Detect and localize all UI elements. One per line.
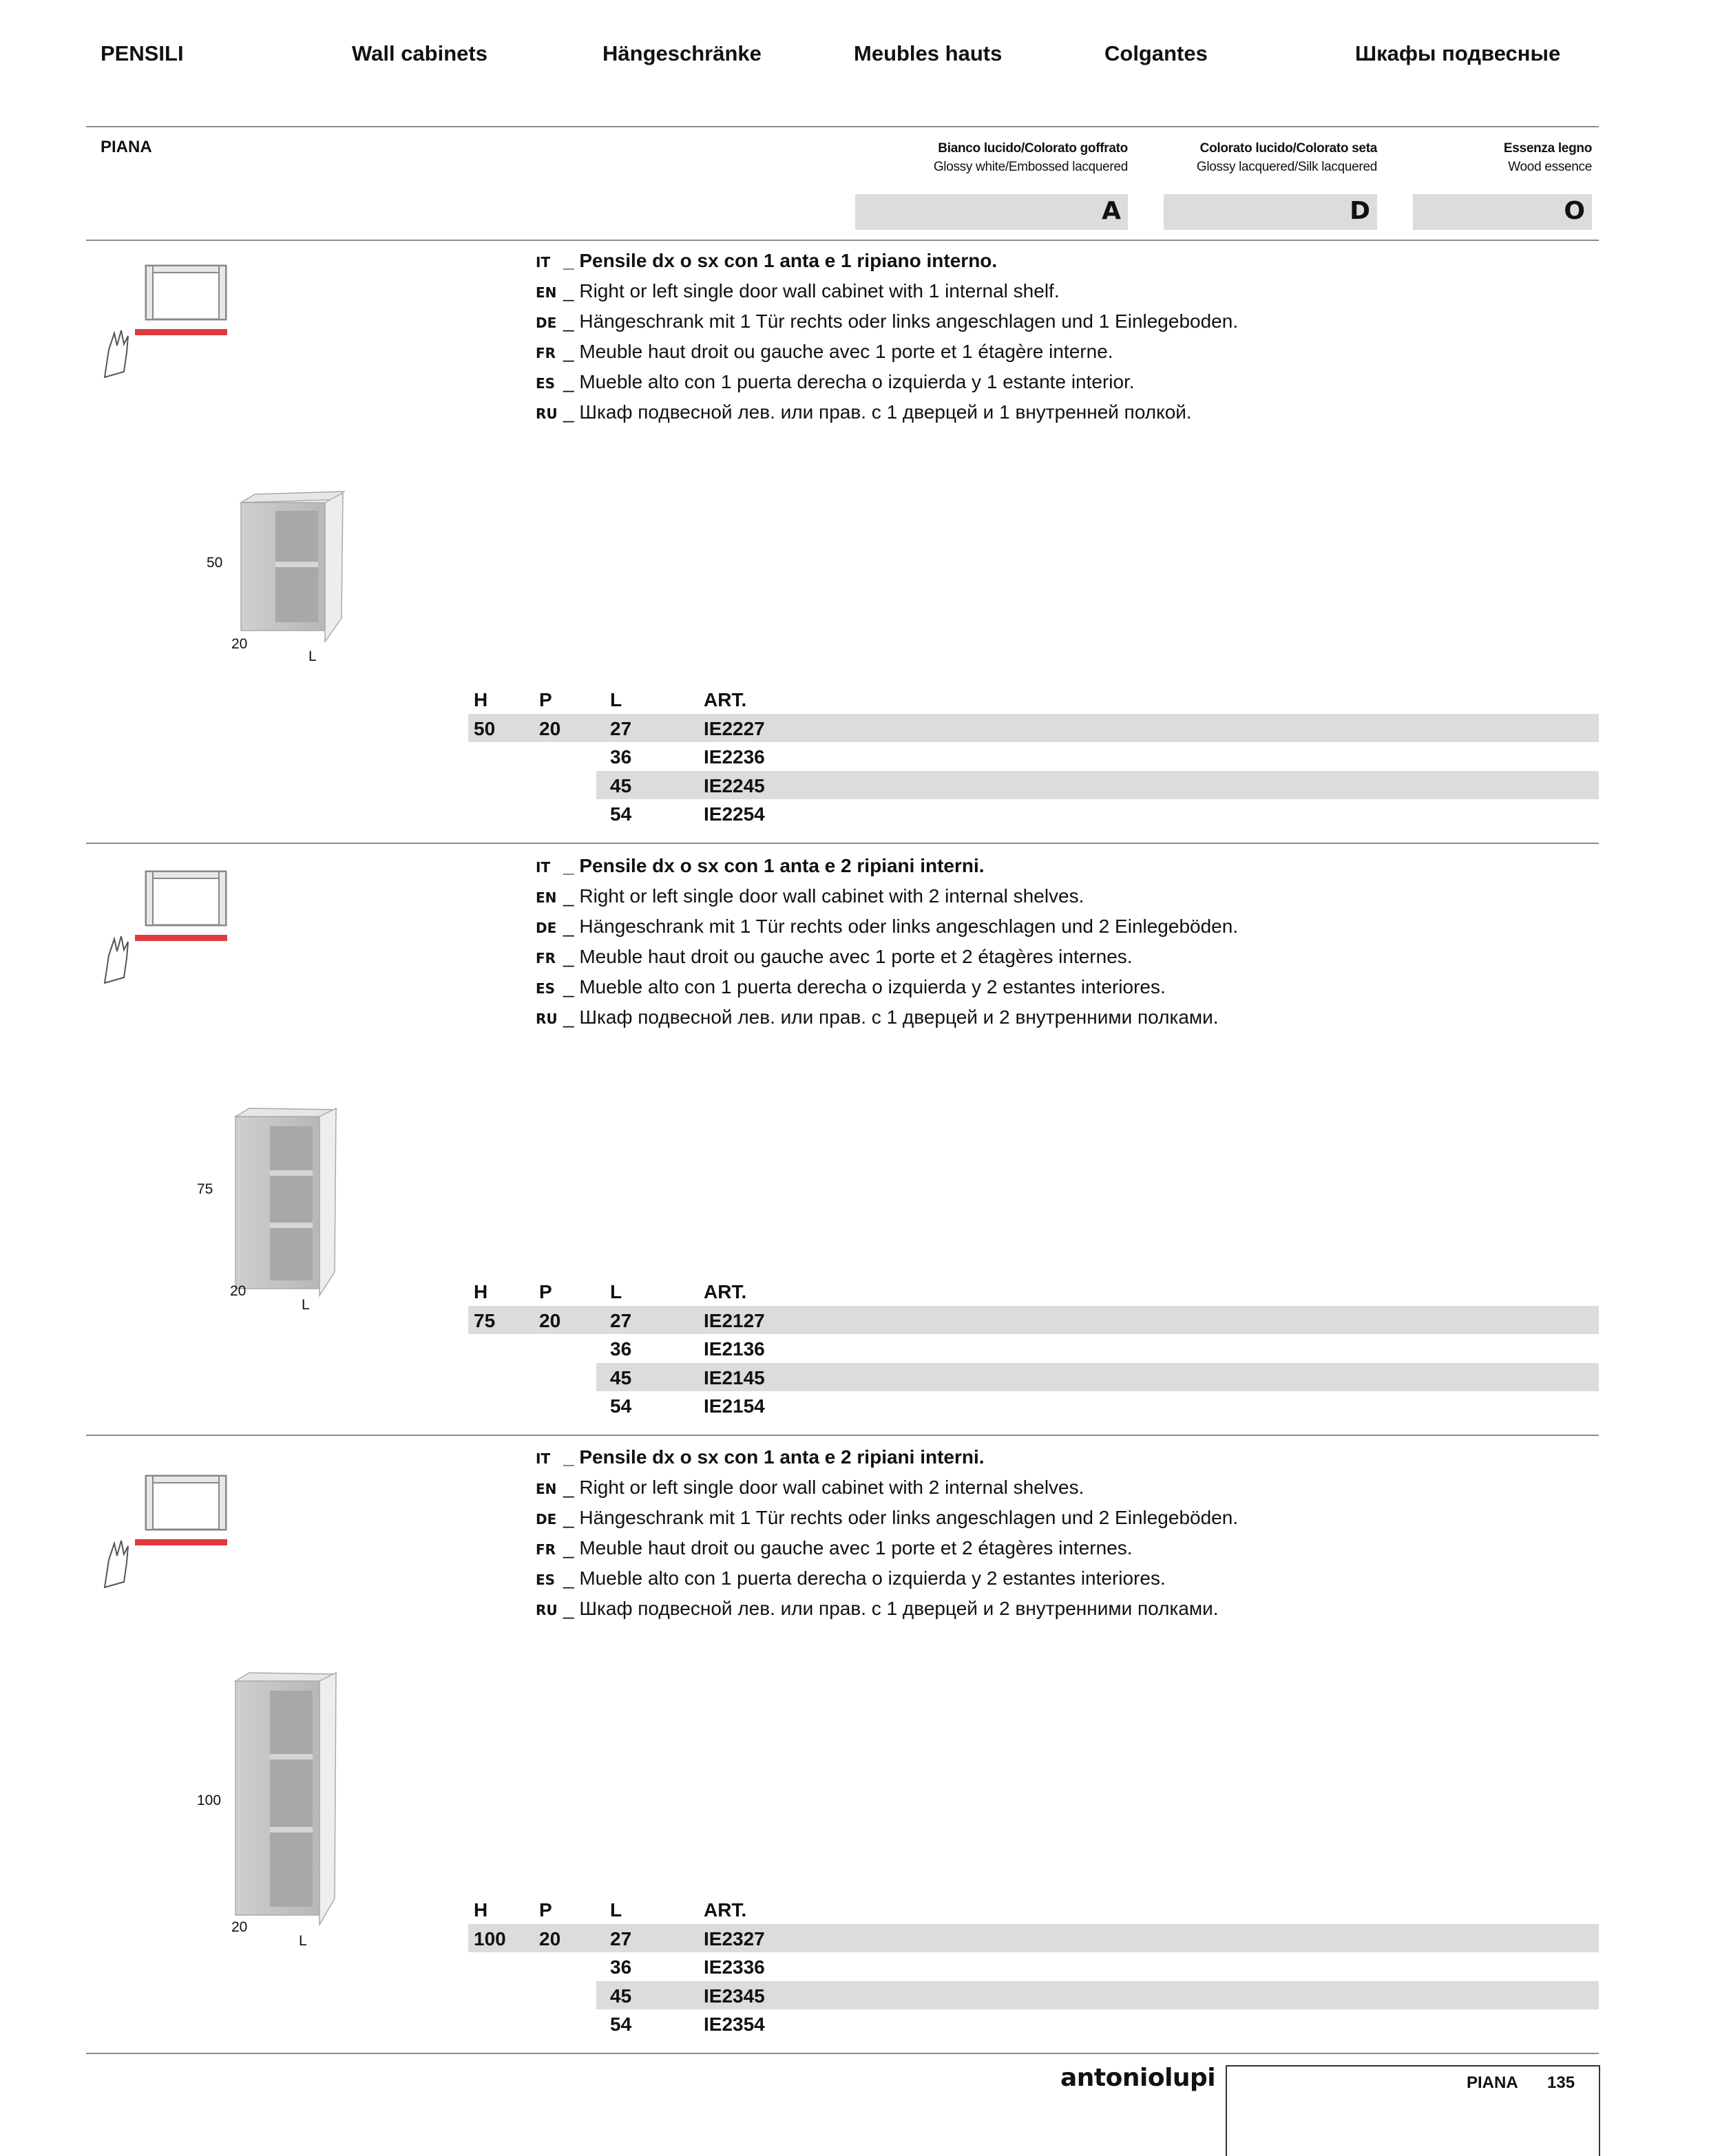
cell-h: 100: [474, 1927, 506, 1949]
cell-l: 45: [610, 1985, 632, 2007]
col-header-h: H: [474, 1281, 488, 1302]
header-title-es: Colgantes: [1104, 41, 1208, 65]
cell-l: 36: [610, 746, 632, 768]
lang-code: FR: [536, 1541, 556, 1558]
description-text: _ Meuble haut droit ou gauche avec 1 porte et 2 étagères internes.: [563, 946, 1133, 967]
product-table: [468, 1277, 1599, 1420]
finish-a-name: Bianco lucido/Colorato goffrato: [938, 141, 1128, 156]
page-number: 135: [1547, 2073, 1575, 2092]
description-text: _ Right or left single door wall cabinet with 2 internal shelves.: [563, 885, 1084, 907]
cabinet-render-image: [234, 482, 351, 654]
table-row: [468, 714, 1599, 743]
col-header-art: ART.: [704, 689, 747, 710]
cell-art: IE2154: [704, 1395, 765, 1417]
lang-code: RU: [536, 1011, 558, 1027]
wall-mount-diagram-icon: [96, 860, 275, 998]
col-header-art: ART.: [704, 1899, 747, 1921]
finish-d-name: Colorato lucido/Colorato seta: [1199, 141, 1377, 156]
description-text: _ Meuble haut droit ou gauche avec 1 porte et 1 étagère interne.: [563, 341, 1113, 362]
col-header-p: P: [539, 1899, 552, 1921]
cell-art: IE2327: [704, 1927, 765, 1949]
product-table: [468, 685, 1599, 828]
cell-art: IE2236: [704, 746, 765, 768]
col-header-l: L: [610, 1281, 622, 1302]
footer-box: [1226, 2065, 1600, 2156]
col-header-p: P: [539, 689, 552, 710]
col-header-l: L: [610, 689, 622, 710]
description-text: _ Шкаф подвесной лев. или прав. с 1 дверцей и 1 внутренней полкой.: [563, 401, 1192, 423]
finish-o-code: O: [1564, 197, 1585, 225]
wall-mount-diagram-icon: [96, 1465, 275, 1603]
lang-code: RU: [536, 1602, 558, 1618]
cell-p: 20: [539, 1309, 561, 1331]
table-row: [468, 2009, 1599, 2038]
table-header-row: [468, 685, 1599, 714]
finish-d-code: D: [1350, 197, 1370, 225]
cell-h: 75: [474, 1309, 496, 1331]
finish-d-sub: Glossy lacquered/Silk lacquered: [1196, 160, 1377, 174]
table-row: [468, 742, 1599, 771]
dimension-width: L: [299, 1933, 307, 1949]
table-row: [468, 1981, 1599, 2010]
table-row: [468, 1363, 1599, 1392]
description-text: _ Шкаф подвесной лев. или прав. с 1 дверцей и 2 внутренними полками.: [563, 1006, 1219, 1028]
finish-a-bar: [855, 194, 1128, 230]
product-description: [536, 852, 1238, 1033]
cell-h: 50: [474, 717, 496, 739]
cell-l: 27: [610, 717, 632, 739]
finish-d-bar: [1164, 194, 1377, 230]
cell-l: 45: [610, 774, 632, 796]
lang-code: EN: [536, 889, 557, 906]
brand-logo: antoniolupi: [1060, 2064, 1216, 2092]
col-header-l: L: [610, 1899, 622, 1921]
cell-art: IE2345: [704, 1985, 765, 2007]
footer-section-label: PIANA: [1467, 2073, 1518, 2092]
cell-art: IE2336: [704, 1956, 765, 1978]
description-text: _ Right or left single door wall cabinet with 1 internal shelf.: [563, 280, 1060, 302]
lang-code: ES: [536, 1572, 556, 1588]
cell-l: 54: [610, 803, 632, 825]
dimension-depth: 20: [230, 1283, 247, 1299]
header-title-ru: Шкафы подвесные: [1355, 41, 1561, 65]
header-title-en: Wall cabinets: [352, 41, 487, 65]
table-row: [468, 1391, 1599, 1420]
product-divider: [86, 843, 1599, 844]
cabinet-render-image: [227, 1666, 344, 1934]
lang-code: DE: [536, 920, 557, 936]
description-text: _ Hängeschrank mit 1 Tür rechts oder links angeschlagen und 1 Einlegeboden.: [563, 310, 1239, 332]
section-label: PIANA: [101, 138, 152, 156]
section-divider: [86, 240, 1599, 241]
header-divider: [86, 126, 1599, 127]
dimension-width: L: [308, 648, 317, 664]
description-text: _ Hängeschrank mit 1 Tür rechts oder links angeschlagen und 2 Einlegeböden.: [563, 1507, 1239, 1528]
cell-p: 20: [539, 1927, 561, 1949]
finish-o-sub: Wood essence: [1508, 160, 1592, 174]
lang-code: DE: [536, 315, 557, 331]
cell-art: IE2254: [704, 803, 765, 825]
dimension-depth: 20: [231, 636, 248, 652]
lang-code: DE: [536, 1511, 557, 1528]
product-description: [536, 1443, 1238, 1625]
lang-code: EN: [536, 284, 557, 301]
cell-art: IE2354: [704, 2014, 765, 2035]
cell-l: 54: [610, 2014, 632, 2035]
finish-a-code: A: [1102, 197, 1121, 225]
dimension-height: 50: [207, 555, 223, 571]
header-title-fr: Meubles hauts: [854, 41, 1003, 65]
finish-a-sub: Glossy white/Embossed lacquered: [933, 160, 1128, 174]
dimension-depth: 20: [231, 1919, 248, 1935]
cell-art: IE2245: [704, 774, 765, 796]
table-header-row: [468, 1277, 1599, 1306]
cabinet-render-image: [227, 1101, 344, 1301]
description-text: _ Meuble haut droit ou gauche avec 1 porte et 2 étagères internes.: [563, 1537, 1133, 1558]
dimension-height: 75: [197, 1181, 213, 1197]
cell-l: 36: [610, 1338, 632, 1360]
wall-mount-diagram-icon: [96, 255, 275, 392]
cell-l: 27: [610, 1927, 632, 1949]
cell-art: IE2127: [704, 1309, 765, 1331]
lang-code: IT: [536, 859, 551, 876]
lang-code: IT: [536, 254, 551, 271]
description-text: _ Hängeschrank mit 1 Tür rechts oder links angeschlagen und 2 Einlegeböden.: [563, 916, 1239, 937]
finish-o-bar: [1413, 194, 1592, 230]
dimension-width: L: [302, 1297, 310, 1313]
table-row: [468, 799, 1599, 828]
description-text: _ Mueble alto con 1 puerta derecha o izquierda y 2 estantes interiores.: [563, 1567, 1166, 1589]
cell-art: IE2136: [704, 1338, 765, 1360]
table-row: [468, 1924, 1599, 1953]
cell-p: 20: [539, 717, 561, 739]
product-table: [468, 1895, 1599, 2038]
cell-l: 45: [610, 1366, 632, 1388]
lang-code: EN: [536, 1481, 557, 1497]
cell-l: 54: [610, 1395, 632, 1417]
col-header-p: P: [539, 1281, 552, 1302]
table-row: [468, 1334, 1599, 1363]
product-divider: [86, 1435, 1599, 1436]
table-row: [468, 1306, 1599, 1335]
description-text: _ Pensile dx o sx con 1 anta e 2 ripiani interni.: [563, 855, 985, 876]
lang-code: RU: [536, 405, 558, 422]
col-header-art: ART.: [704, 1281, 747, 1302]
cell-art: IE2145: [704, 1366, 765, 1388]
description-text: _ Mueble alto con 1 puerta derecha o izquierda y 1 estante interior.: [563, 371, 1135, 392]
dimension-height: 100: [197, 1793, 222, 1808]
cell-art: IE2227: [704, 717, 765, 739]
lang-code: ES: [536, 375, 556, 392]
footer-divider: [86, 2053, 1599, 2054]
cell-l: 27: [610, 1309, 632, 1331]
description-text: _ Pensile dx o sx con 1 anta e 2 ripiani interni.: [563, 1446, 985, 1468]
description-text: _ Шкаф подвесной лев. или прав. с 1 дверцей и 2 внутренними полками.: [563, 1598, 1219, 1619]
cell-l: 36: [610, 1956, 632, 1978]
finish-o-name: Essenza legno: [1503, 141, 1592, 156]
description-text: _ Pensile dx o sx con 1 anta e 1 ripiano interno.: [563, 250, 998, 271]
description-text: _ Mueble alto con 1 puerta derecha o izquierda y 2 estantes interiores.: [563, 976, 1166, 997]
lang-code: FR: [536, 345, 556, 361]
product-description: [536, 246, 1238, 428]
header-title-it: PENSILI: [101, 41, 184, 65]
lang-code: FR: [536, 950, 556, 966]
col-header-h: H: [474, 689, 488, 710]
col-header-h: H: [474, 1899, 488, 1921]
lang-code: IT: [536, 1450, 551, 1467]
table-header-row: [468, 1895, 1599, 1924]
lang-code: ES: [536, 980, 556, 997]
header-title-de: Hängeschränke: [602, 41, 762, 65]
table-row: [468, 1952, 1599, 1981]
table-row: [468, 771, 1599, 800]
description-text: _ Right or left single door wall cabinet with 2 internal shelves.: [563, 1477, 1084, 1498]
